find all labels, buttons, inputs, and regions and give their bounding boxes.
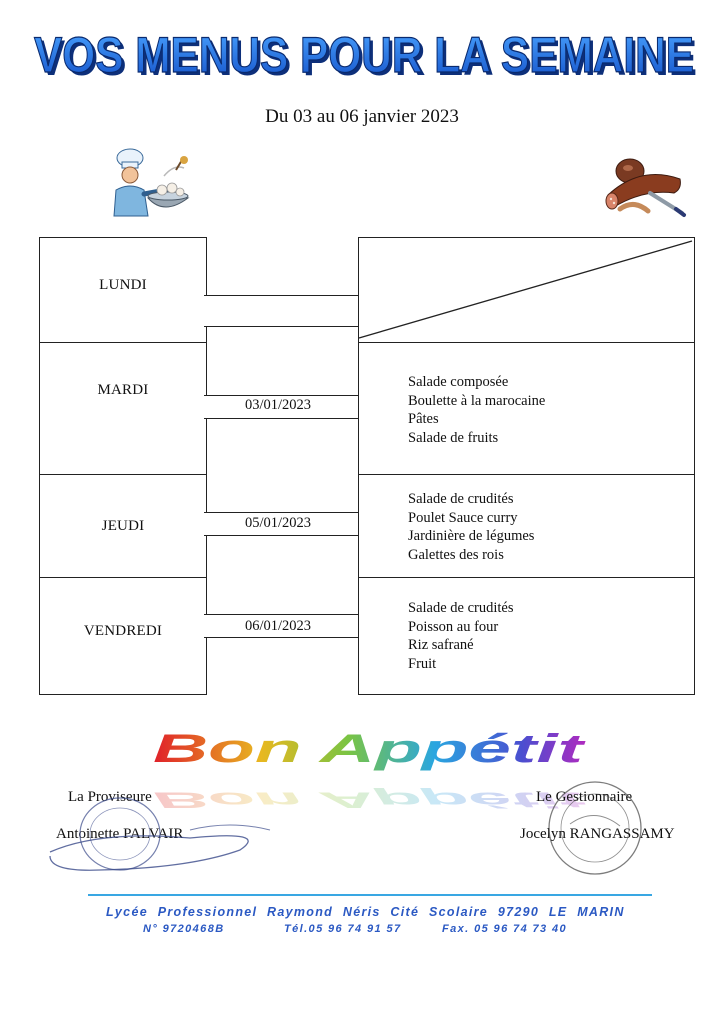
empty-cell-diagonal [359, 238, 694, 344]
signature-right-role: Le Gestionnaire [536, 789, 633, 805]
footer-phone: Tél.05 96 74 91 57 [284, 923, 402, 935]
menu-item: Galettes des rois [408, 546, 504, 563]
signature-left-role: La Proviseure [68, 789, 152, 805]
menu-item: Salade composée [408, 374, 509, 390]
footer-divider [88, 894, 652, 896]
banner-title [0, 0, 724, 95]
menu-list-mardi [408, 373, 545, 447]
menu-item: Salade de fruits [408, 429, 499, 446]
menu-cell-lundi [358, 237, 695, 345]
menu-item: Riz safrané [408, 637, 474, 653]
menu-period: Du 03 au 06 janvier 2023 [265, 106, 459, 127]
svg-text:VOS MENUS POUR LA SEMAINE: VOS MENUS POUR LA SEMAINE [34, 27, 694, 83]
menu-item: Pâtes [408, 411, 439, 427]
svg-text:VOS MENUS POUR LA SEMAINE: VOS MENUS POUR LA SEMAINE [37, 30, 697, 86]
day-label-jeudi: JEUDI [101, 518, 145, 534]
svg-text:Bon Appétit: Bon Appétit [153, 727, 587, 771]
menu-item: Jardinière de légumes [408, 528, 535, 544]
day-label-mardi: MARDI [97, 382, 149, 398]
day-cell-mardi [39, 342, 207, 477]
date-connector-lundi [204, 295, 360, 327]
menu-list-vendredi [408, 599, 514, 673]
menu-item: Fruit [408, 655, 437, 672]
signature-right-name: Jocelyn RANGASSAMY [520, 826, 675, 842]
date-mardi: 03/01/2023 [244, 397, 312, 413]
menu-item: Salade de crudités [408, 491, 514, 507]
menu-item: Poisson au four [408, 618, 499, 635]
official-stamp-left [40, 790, 280, 890]
signature-left-name: Antoinette PALVAIR [56, 826, 184, 842]
charcuterie-illustration-icon [600, 155, 686, 221]
official-stamp-right [540, 776, 650, 880]
day-label-vendredi: VENDREDI [83, 623, 163, 639]
date-vendredi: 06/01/2023 [244, 618, 312, 634]
menu-item: Poulet Sauce curry [408, 509, 518, 526]
date-jeudi: 05/01/2023 [244, 515, 312, 531]
footer-school-address: Lycée Professionnel Raymond Néris Cité Scolaire 97290 LE MARIN [106, 905, 625, 919]
menu-list-jeudi [408, 490, 534, 564]
day-label-lundi: LUNDI [99, 277, 147, 293]
svg-text:Bon Appétit: Bon Appétit [152, 787, 586, 813]
menu-item: Salade de crudités [408, 600, 514, 616]
footer-rne: N° 9720468B [143, 923, 225, 935]
menu-item: Boulette à la marocaine [408, 392, 546, 409]
footer-fax: Fax. 05 96 74 73 40 [442, 923, 568, 935]
chef-illustration-icon [104, 146, 196, 220]
